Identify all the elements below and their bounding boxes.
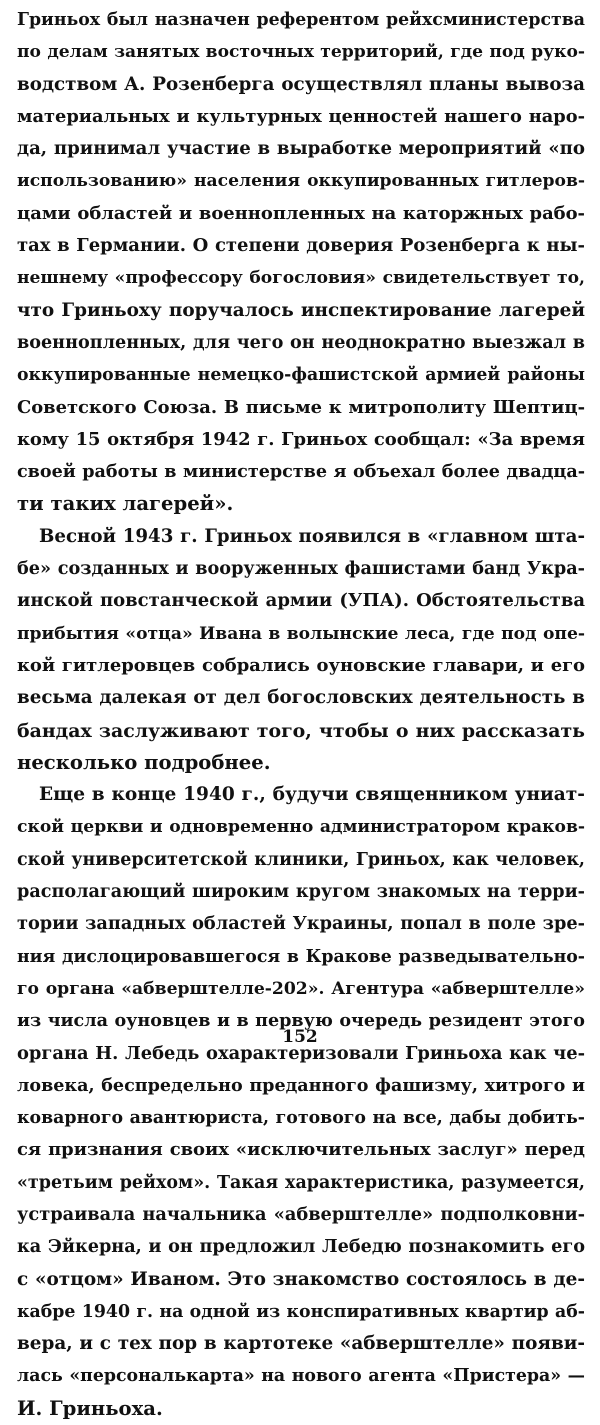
text-line: что Гриньоху поручалось инспектирование лагерей (17, 299, 585, 321)
text-line: нешнему «профессору богословия» свидетельствует то, (17, 268, 585, 289)
text-line: Гриньох был назначен референтом рейхсминистерства (17, 10, 585, 30)
paragraph-1 (17, 4, 585, 521)
text-line: ловека, беспредельно преданного фашизму, хитрого и (17, 1075, 585, 1096)
text-line: И. Гриньоха. (17, 1396, 163, 1420)
text-line: своей работы в министерстве я объехал более двадца- (17, 462, 585, 483)
text-line: ской церкви и одновременно администратором краков- (17, 817, 585, 838)
text-line: тах в Германии. О степени доверия Розенберга к ны- (17, 235, 585, 257)
text-line: кабре 1940 г. на одной из конспиративных квартир аб- (17, 1301, 585, 1322)
text-line: ния дислоцировавшегося в Кракове разведывательно- (17, 946, 585, 967)
text-line: водством А. Розенберга осуществлял планы вывоза (17, 73, 585, 95)
text-line: ся признания своих «исключительных заслуг» перед (17, 1139, 585, 1161)
text-line: лась «персональкарта» на нового агента «Пристера» — (17, 1366, 585, 1387)
text-line: да, принимал участие в выработке мероприятий «по (17, 138, 585, 160)
paragraph-3 (17, 779, 585, 1425)
text-line: органа Н. Лебедь охарактеризовали Гриньоха как че- (17, 1042, 585, 1064)
text-line: прибытия «отца» Ивана в волынские леса, где под опе- (17, 623, 585, 644)
text-line: коварного авантюриста, готового на все, дабы добить- (17, 1108, 585, 1129)
text-line: тории западных областей Украины, попал в поле зре- (17, 913, 585, 935)
text-line: кой гитлеровцев собрались оуновские главари, и его (17, 654, 585, 676)
text-line: ка Эйкерна, и он предложил Лебедю познакомить его (17, 1236, 585, 1258)
text-line: с «отцом» Иваном. Это знакомство состоялось в де- (17, 1268, 585, 1290)
text-line: цами областей и военнопленных на каторжных рабо- (17, 202, 585, 224)
text-line: располагающий широким кругом знакомых на терри- (17, 881, 585, 903)
text-line: «третьим рейхом». Такая характеристика, разумеется, (17, 1172, 585, 1193)
text-line: военнопленных, для чего он неоднократно выезжал в (17, 331, 585, 353)
text-line: несколько подробнее. (17, 750, 271, 774)
text-line: вера, и с тех пор в картотеке «абверштелле» появи- (17, 1333, 585, 1355)
text-line: материальных и культурных ценностей нашего наро- (17, 105, 585, 127)
text-line: весьма далекая от дел богословских деятельность в (17, 687, 585, 709)
text-line: бе» созданных и вооруженных фашистами банд Укра- (17, 558, 585, 580)
text-line: Весной 1943 г. Гриньох появился в «главном шта- (39, 525, 585, 547)
text-line: по делам занятых восточных территорий, где под руко- (17, 42, 585, 63)
text-line: из числа оуновцев и в первую очередь резидент этого (17, 1011, 585, 1032)
text-line: кому 15 октября 1942 г. Гриньох сообщал: «За время (17, 428, 585, 450)
text-line: ской университетской клиники, Гриньох, как человек, (17, 849, 585, 870)
paragraph-2 (17, 521, 585, 779)
text-line: бандах заслуживают того, чтобы о них рассказать (17, 719, 585, 742)
page-number: 152 (282, 1027, 318, 1047)
text-line: использованию» населения оккупированных гитлеров- (17, 171, 585, 192)
text-line: ти таких лагерей». (17, 492, 234, 516)
text-line: Еще в конце 1940 г., будучи священником униат- (39, 784, 585, 806)
text-line: инской повстанческой армии (УПА). Обстоятельства (17, 590, 585, 612)
text-line: го органа «абверштелле-202». Агентура «абверштелле» (17, 978, 585, 999)
text-line: устраивала начальника «абверштелле» подполковни- (17, 1203, 585, 1225)
text-line: оккупированные немецко-фашистской армией районы (17, 365, 585, 386)
book-page (17, 4, 585, 1420)
text-line: Советского Союза. В письме к митрополиту Шептиц- (17, 396, 585, 418)
